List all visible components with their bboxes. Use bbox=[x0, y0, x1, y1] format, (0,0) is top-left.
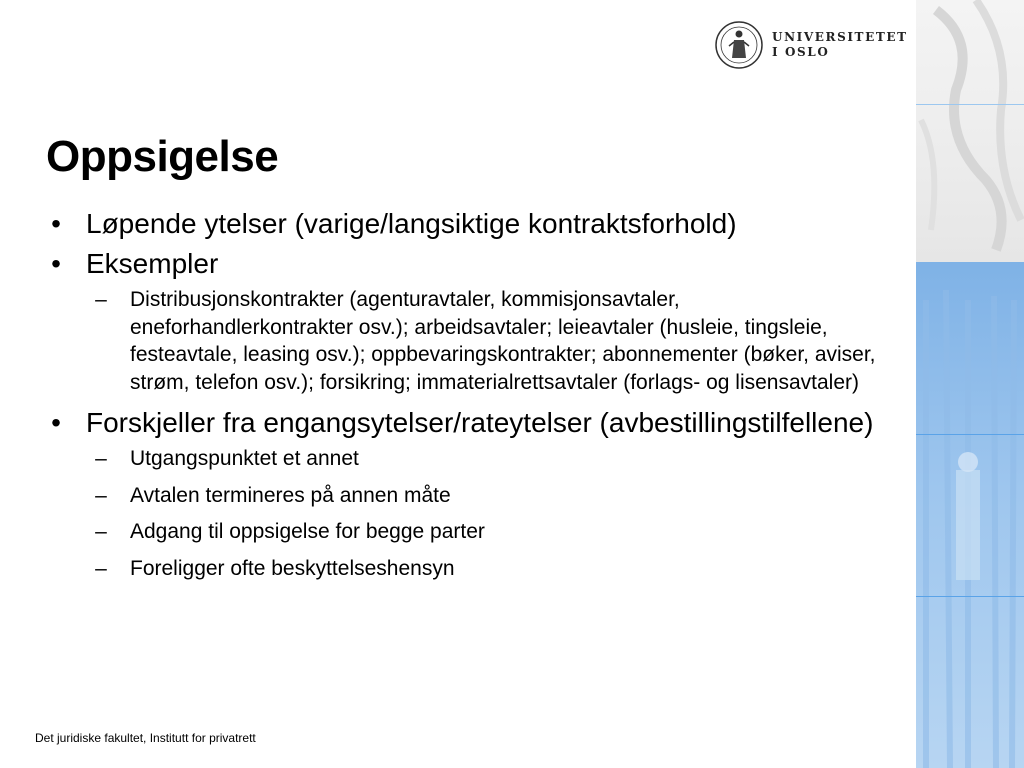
slide-footer: Det juridiske fakultet, Institutt for privatrett bbox=[35, 731, 256, 745]
sub-bullet-item bbox=[86, 286, 906, 396]
university-logo bbox=[714, 20, 908, 70]
slide-title: Oppsigelse bbox=[46, 132, 279, 181]
dash-glyph: – bbox=[95, 483, 107, 507]
dash-glyph: – bbox=[95, 447, 107, 470]
bullet-text: Eksempler bbox=[86, 248, 219, 279]
sub-bullet-item bbox=[86, 518, 906, 546]
university-name-line2: I OSLO bbox=[772, 45, 830, 59]
bullet-item bbox=[46, 246, 906, 282]
bullet-text: Løpende ytelser (varige/langsiktige kontraktsforhold) bbox=[86, 208, 737, 239]
dash-glyph: – bbox=[95, 556, 107, 580]
dash-glyph: – bbox=[95, 520, 107, 543]
slide-content bbox=[46, 206, 906, 591]
university-name bbox=[772, 30, 908, 60]
statue-graphic-icon bbox=[916, 0, 1024, 768]
sub-bullet-item bbox=[86, 445, 906, 473]
bullet-item bbox=[46, 405, 906, 441]
sub-bullet-text: Avtalen termineres på annen måte bbox=[130, 483, 451, 507]
band-line bbox=[916, 434, 1024, 435]
bullet-glyph: • bbox=[51, 407, 61, 438]
band-line bbox=[916, 596, 1024, 597]
band-line bbox=[916, 104, 1024, 105]
sub-bullet-item bbox=[86, 482, 906, 510]
bullet-text: Forskjeller fra engangsytelser/rateytelser (avbestillingstilfellene) bbox=[86, 407, 874, 438]
sub-bullet-item bbox=[86, 555, 906, 583]
bullet-glyph: • bbox=[51, 208, 61, 239]
university-name-line1: UNIVERSITETET bbox=[772, 30, 908, 44]
decorative-side-band bbox=[916, 0, 1024, 768]
bullet-glyph: • bbox=[51, 248, 61, 279]
sub-bullet-text: Foreligger ofte beskyttelseshensyn bbox=[130, 556, 455, 580]
sub-bullet-text: Utgangspunktet et annet bbox=[130, 447, 359, 470]
university-seal-icon bbox=[714, 20, 764, 70]
sub-bullet-text: Adgang til oppsigelse for begge parter bbox=[130, 520, 485, 543]
dash-glyph: – bbox=[95, 288, 107, 311]
bullet-item bbox=[46, 206, 906, 242]
sub-bullet-text: Distribusjonskontrakter (agenturavtaler, kommisjonsavtaler, eneforhandlerkontrakter osv.); arbeidsavtaler; leieavtaler (husleie, tingsleie, festeavtale, leasing osv.); oppbevaringskontrakter; abonnementer (bøker, aviser, strøm, telefon osv.); forsikring; immaterialrettsavtaler (forlags- og lisensavtaler) bbox=[130, 288, 876, 394]
